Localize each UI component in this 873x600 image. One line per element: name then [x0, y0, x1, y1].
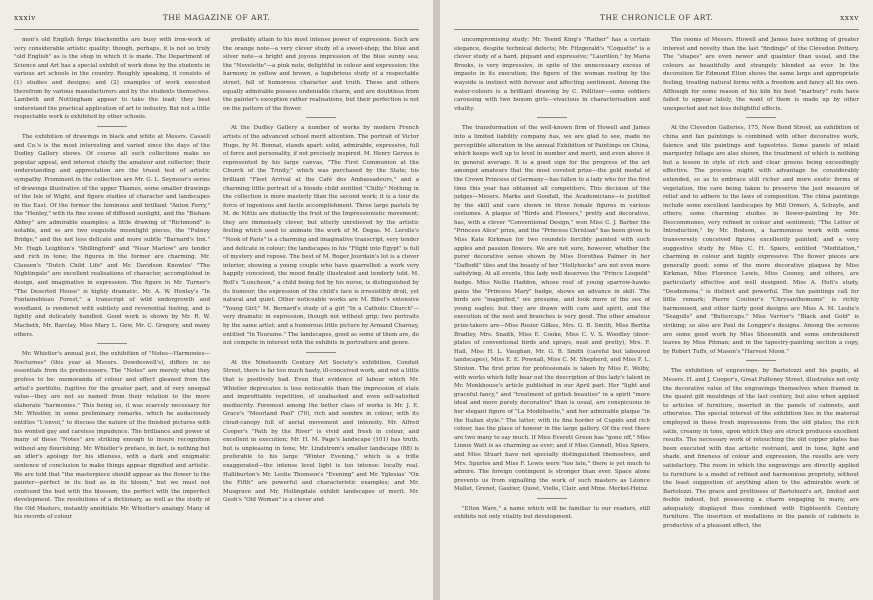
left-column-1 [14, 36, 210, 592]
section-divider [746, 360, 776, 361]
paragraph: At the Dudley Gallery a number of works by modern French artists of the advanced school merit attention. The portrait of Victor Hugo, by M. Bonnat, stands apart: solid, admirable, expressive, full of force and personality, if not precisely inspired. M. Henry Gervex is represented by his large canvas, "The First Communion at the Church of the Trinity," which was purchased by the State; his brilliant "Fleet Arrival at the Café des Ambassadeurs," and a charming little portrait of a blonde child entitled "Chilly." Nothing in the collection is more masterly than the second work; it is a tour de force of ingenious and facile accomplishment. Three large pastels by M. de Nittis are distinctly the fruit of the Impressionistic movement; they are immensely clever, but utterly unrelieved by the artistic feeling which used to animate the work of M. Degas. M. Lerolle's "Nook of Paris" is a charming and imaginative transcript, very tender and delicate in colour; the landscapes in his "Flight into Egypt" is full of mystery and repose. The best of M. Roger Jourdain's lot is a clever interior, showing a young couple who have quarrelled: a work very happily conceived, the mood finally illustrated and tenderly told. M. Roll's "Luncheon," a child being fed by his nurse, is distinguished by its humour; the expression of the child's face is irresistibly droll, yet natural and quiet. Other noticeable works are M. Bibel's extensive "Young Girl;" M. Bernard's study of a girl "In a Catholic Church"—very dramatic in expression, though not without grip; two portraits by the same artist; and a humorous little picture by Armand Charnay, entitled "In Touraine." The landscapes, good as some of them are, do not compete in interest with the exhibits in portraiture and genre. [223, 125, 419, 347]
book-gutter [433, 0, 440, 600]
paragraph: At the Clevedon Galleries, 175, New Bond Street, an exhibition of china and fan paintings is combined with other decorative work, faience and tile paintings and tapestries. Some panels of inlaid marquetry foliage are also shown, the treatment of which is nothing but a lesson in style of rich and clear greens being exceedingly effective. The process might with advantage be considerably extended, so as to embrace still richer and more exotic forms of vegetation, the care being taken to preserve the just measure of relief and to adhere to the laws of composition. The china paintings include some excellent landscapes by Mill Ormeri, A. Schuyle, and others; some charming studies in flower-painting by Mr. Descommunes, very refined in colour and sentiment; "The Letter of Introduction," by Mr. Bodson, a harmonious work with some transversely conceived figures excellently painted; and a very suggestive study by Miss C. H. Spiers, entitled "Meditation," charming in colour and highly expressive. The flower pieces are generally good; some of the more decorative plaques by Miss Kirkman, Miss Florence Lewis, Miss Cooney, and others, are particularly effective and well designed. Miss A. Holt's study, "Desdemona," is distinct and powerful. The fan paintings call for little remark; Pierre Coutour's "Chrysanthemums" is richly harmonised, and other fairly good designs are Miss A. M. Leslie's "Seagulls" and "Buttercups." Miss Varrier's "Black and Gold" is striking; so also are Paul de Longpre's designs. Among the screens are some good work by Miss Shoesmith and some embroidered leaves by Miss Pitman; and in the tapestry-painting section a copy, by Robert Tuffs, of Mason's "Harvest Moon." [663, 125, 859, 355]
paragraph: The exhibition of engravings, by Bartolozzi and his pupils, at Messrs. H. and J. Cooper's, Great Pulteney Street, illustrates not only the decorative value of the engravings themselves when framed in the quaint gilt mouldings of the last century, but also when applied to articles of furniture, inserted in the panels of cabinets, and otherwise. The special interest of the exhibition lies in the material employed in these fresh impressions from the old plates; the rich satin, creamy in tone, upon which they are struck produces excellent results. The necessary work of retouching the old copper plates has been executed with due artistic restraint, and in tone, light and shade, and fineness of colour and expression, the results are very satisfactory. The room in which the engravings are directly applied to furniture is a model of refined and harmonious propriety, without the least suggestion of anything alien to the admirable work of Bartolozzi. The grace and prettiness of Bartolozzi's art, limited and feeble indeed, but possessing a charm engaging to many, are adequately displayed thus combined with Eighteenth Century furniture. The insertion of medallions in the panels of cabinets is productive of a pleasant effect, the [663, 368, 859, 530]
right-page-header [454, 13, 859, 25]
right-page-number: xxxv [840, 13, 859, 22]
right-running-title: THE CHRONICLE OF ART. [599, 13, 714, 22]
right-column-1 [454, 36, 650, 592]
left-page-number: xxxiv [14, 13, 36, 22]
paragraph: Mr. Whistler's annual jest, the exhibition of "Notes—Harmonies—Nocturnes" (this year at Messrs. Dowdeswell's), differs in no essentials from its predecessors. The "Notes" are merely what they profess to be: memoranda of colour and effect gleaned from the artist's portfolio, fugitive for the greater part, and of very unequal value—they are not so named from their relation to the more elaborate "harmonies." This being so, it was scarcely necessary for Mr. Whistler, in some preliminary remarks, which he audaciously entitles "L'envoi," to discuss the nature of the finished pictures with his wonted gay and careless impudence. The brilliance and power of many of these "Notes" are striking enough to insure recognition without any flourishing. Mr. Whistler's preface, in fact, is nothing but an idler's apology for his idleness, with a dark and enigmatic sentence of conclusion to make things appear dignified and artistic. We are told that "the masterpiece should appear as the flower to the painter—perfect in its bud as in its bloom," but we must not confound the bud with the blossom, the perfect with the imperfect development. The resolutions of a dictionary, as well as the study of the Old Masters, instantly annihilate Mr. Whistler's analogy. Many of his records of colour [14, 351, 210, 521]
section-divider [306, 352, 336, 353]
paragraph: mon's old English forge blacksmiths are busy with iron-work of very considerable artistic quality; though, perhaps, it is not so truly "old English" as is the shop in which it is made. The Department of Science and Art has a special exhibit of work done by the students in various art schools in the country. Roughly speaking, it consists of (1) studies and designs; and (2) examples of work executed therefrom by various manufacturers and by the students themselves. Lambeth and Nottingham appear to take the lead; they best understand the practical application of art to industry. But not a little respectable work is exhibited by other schools. [14, 37, 210, 121]
paragraph: At the Nineteenth Century Art Society's exhibition, Conduit Street, there is far too much hasty, ill-conceived work, and not a little that is positively bad. Even that evidence of labour which Mr. Whistler deprecates is less noticeable than the impression of stale and improfitable repetition, of unabashed and even self-satisfied mediocrity. Foremost among the better class of works is Mr. J. E. Grace's "Moorland Pool" (70), rich and sombre in colour, with its cloud-canopy full of aerial movement and intensity. Mr. Alfred Cooper's "Path by the River" is vivid and fresh in colour, and excellent in execution; Mr. H. M. Page's landscape (101) has truth, but is unpleasing in tone; Mr. Lindstrom's smaller landscape (88) is preferable to his large "Winter Evening," which is a trifle exaggerated—the intense level light is too intense: locally real. Halliburton's Mr. Leslie Thomson's "Evening" and Mr. Yglesias' "On the Fifth" are powerful and characteristic examples; and Mr. Musgrave and Mr. Hollingdale exhibit landscapes of merit. Mr. Gush's "Old Woman" is a clever and [223, 359, 419, 504]
left-header-rule [14, 29, 419, 30]
section-divider [97, 126, 127, 127]
left-page-header [14, 13, 419, 25]
paragraph: probably attain to his most intense power of expression. Such are the orange note—a very clever study of a sweet-shop; the blue and silver note—a bright and joyous impression of the blue sunny sea; the "Novelette"—a pink note, delightful in colour and expression; the harmony in yellow and brown, a lugubrious study of a respectable street, full of humorous character and truth. These and others equally admirable possess undeniable charm, and are doubtless from the painter's exception rather realisations, but their perfection is not on the pattern of the flower. [223, 37, 419, 112]
right-page [440, 0, 873, 600]
right-header-rule [454, 29, 859, 30]
paragraph: uncompromising study; Mr. Yeend King's "Ratherˮ has a certain elegance, despite technical defects; Mr. Fitzgerald's "Coquette" is a clever study of a hard, piquant and expressive; "Laurillon," by Maria Brooks, is very impressive, in spite of the unnecessary excess of impasto in its execution; the figure of the woman resting by the wayside is instinct with fervour and affecting sentiment. Among the water-colours is a brilliant drawing by C. Pollitzer—some soldiers carousing with two buxom girls—vivacious in characterisation and vitality. [454, 37, 650, 112]
left-page [0, 0, 433, 600]
section-divider [746, 117, 776, 118]
paragraph: "Elton Ware," a name which will be familiar to our readers, still exhibits not only vitality but development. [454, 505, 650, 521]
paragraph: The transformation of the well-known firm of Howell and James into a limited liability company has, we are glad to see, made no perceptible alteration in the annual Exhibition of Paintings on China, which keeps well up to level in number and merit, and even above it in general average. It is a good sign for the progress of the art amongst amateurs that the most coveted prize—the gold medal of the Crown Princess of Germany—has fallen to a lady who for the first time this year has obtained all competitors. This decision of the judges—Messrs. Marks and Goodall, the Academicians—is justified by the skill and care shown in three female figures in various costumes. A plaque of "Birds and Flowers," pretty and decorative, has, with a clever "Conventional Design," won Miss C. J. Barber the "Princess Alice" prize, and the "Princess Christian" has been given to Miss Kate Kirkman for two roundels forcibly painted with such apples and passion flowers. We are not sure, however, whether the purer decorative sense shown by Miss Dorothea Palmer in her "Daffodil" tiles and the beauty of her "Hollyhocks" are not even more satisfying. At all events, this lady well deserves the "Prince Leopold" badge. Miss Nellie Haddon, whose roof of young sparrow-hawks gains the "Princess Mary" badge, shows an advance in skill. The birds are "magnified," we presume, and look more of the sex of young eagles; but they are drawn with care and spirit, and the execution of the nest and branches is very good. The other amateur prize-takers are—Miss Rosier Gilkes, Mrs. G. B. Smith, Miss Bertha Bradley, Mrs. Snaith, Miss E. Cooke, Miss C. V. S. Woodley (door-plates of conventional birds and sprays, neat and pretty), Mrs. F. Hall, Miss H. L. Vaughan, Mr. G. B. Smith (careful but laboured landscapes), Miss E. E. Pownall, Miss C. M. Shepherd, and Miss F. L. Stinton. The first prize for professionals is taken by Miss E. Welby, with works which fully bear out the description of this lady's talent in Mr. Monkhouse's article published in our April part. Her "light and graceful fancy," and "treatment of girlish beauties" in a spirit "more ideal and more purely decorative" than is usual, are conspicuous in her elegant figure of "La Modélisette," and her admirable plaque "in the Italian style." The latter, with its fine border of Cupids and rich colour, has the place of honour in the large gallery. Of the rest there are two many to say much. If Miss Everett Green has "gone off," Miss Linnie Watt is as charming as ever; and if Miss Connell, Miss Spiers, and Miss Stuart have not specially distinguished themselves, and Mrs. Spurlos and Miss F. Lewis were "too late," there is yet much to admire. The foreign contingent is stronger than ever. Space alone prevents us from signalling the work of such masters as Léonce Mallet, Grenet, Gautier, Quost, Vielle, Clair, and Mme. Merkel-Heinz. [454, 125, 650, 493]
section-divider [97, 343, 127, 344]
left-column-2 [223, 36, 419, 592]
section-divider [537, 117, 567, 118]
paragraph: The rooms of Messrs. Howell and James have nothing of greater interest and novelty than the last "findings" of the Clevedon Pottery. The "shapes" are even newer and quainter than usual, and the colours as beautifully and strangely blended as ever. In the decoration Sir Edmund Elton shows the same large and appropriate feeling, treating natural forms with a freedom and fancy all his own. Although for some reason of his kiln his best "marbury" reds have failed to appear lately, the want of them is made up by other unexpected and not less delightful effects. [663, 37, 859, 112]
paragraph: The exhibition of drawings in black and white at Messrs. Cassell and Co.'s is the most interesting and varied since the days of the Dudley Gallery shows. Of course all such collections make no popular appeal, and interest chiefly the amateur and collector; their understanding and appreciation are the truest test of artistic sympathy. Prominent in the collection are Mr. G. L. Seymour's series of drawings illustrative of the upper Thames, some smaller drawings of the Isle of Wight, and figure studies of character and landscapes in the East. Of the former the luminous and brilliant "Anton Ferry," the "Henley," with its fine scene of diffused sunlight, and the "Bisham Abbey" are admirable examples; a little drawing of "Richmond" is notable, and so are two exquisite moonlight pieces, the "Putney Bridge," and the not less delicate and more subtle "Barnard's Inn." Mr. Hugh Leighton's "Shillingford" and "Near Marlow" are tender and rich in tone; the figures in the former are charming. Mr. Clausen's "Dutch Child Life" and Mr. Davidson Knowles' "The Nightingale" are excellent realisations of character, accomplished in design, and imaginative in expression. The figure in Mr. Turner's "The Deserted House" is highly dramatic. Mr. A. W. Henley's "In Fontainebleau Forest," a transcript of wild undergrowth and woodland, is rendered with subtlety and reverential feeling, and is lightly and delicately handled. Good work is shown by Mr. R. W. Macbeth, Mr. Barclay, Miss Mary L. Gow, Mr. C. Gregory, and many others. [14, 133, 210, 338]
left-running-title: THE MAGAZINE OF ART. [162, 13, 271, 22]
section-divider [537, 498, 567, 499]
section-divider [306, 117, 336, 118]
right-column-2 [663, 36, 859, 592]
